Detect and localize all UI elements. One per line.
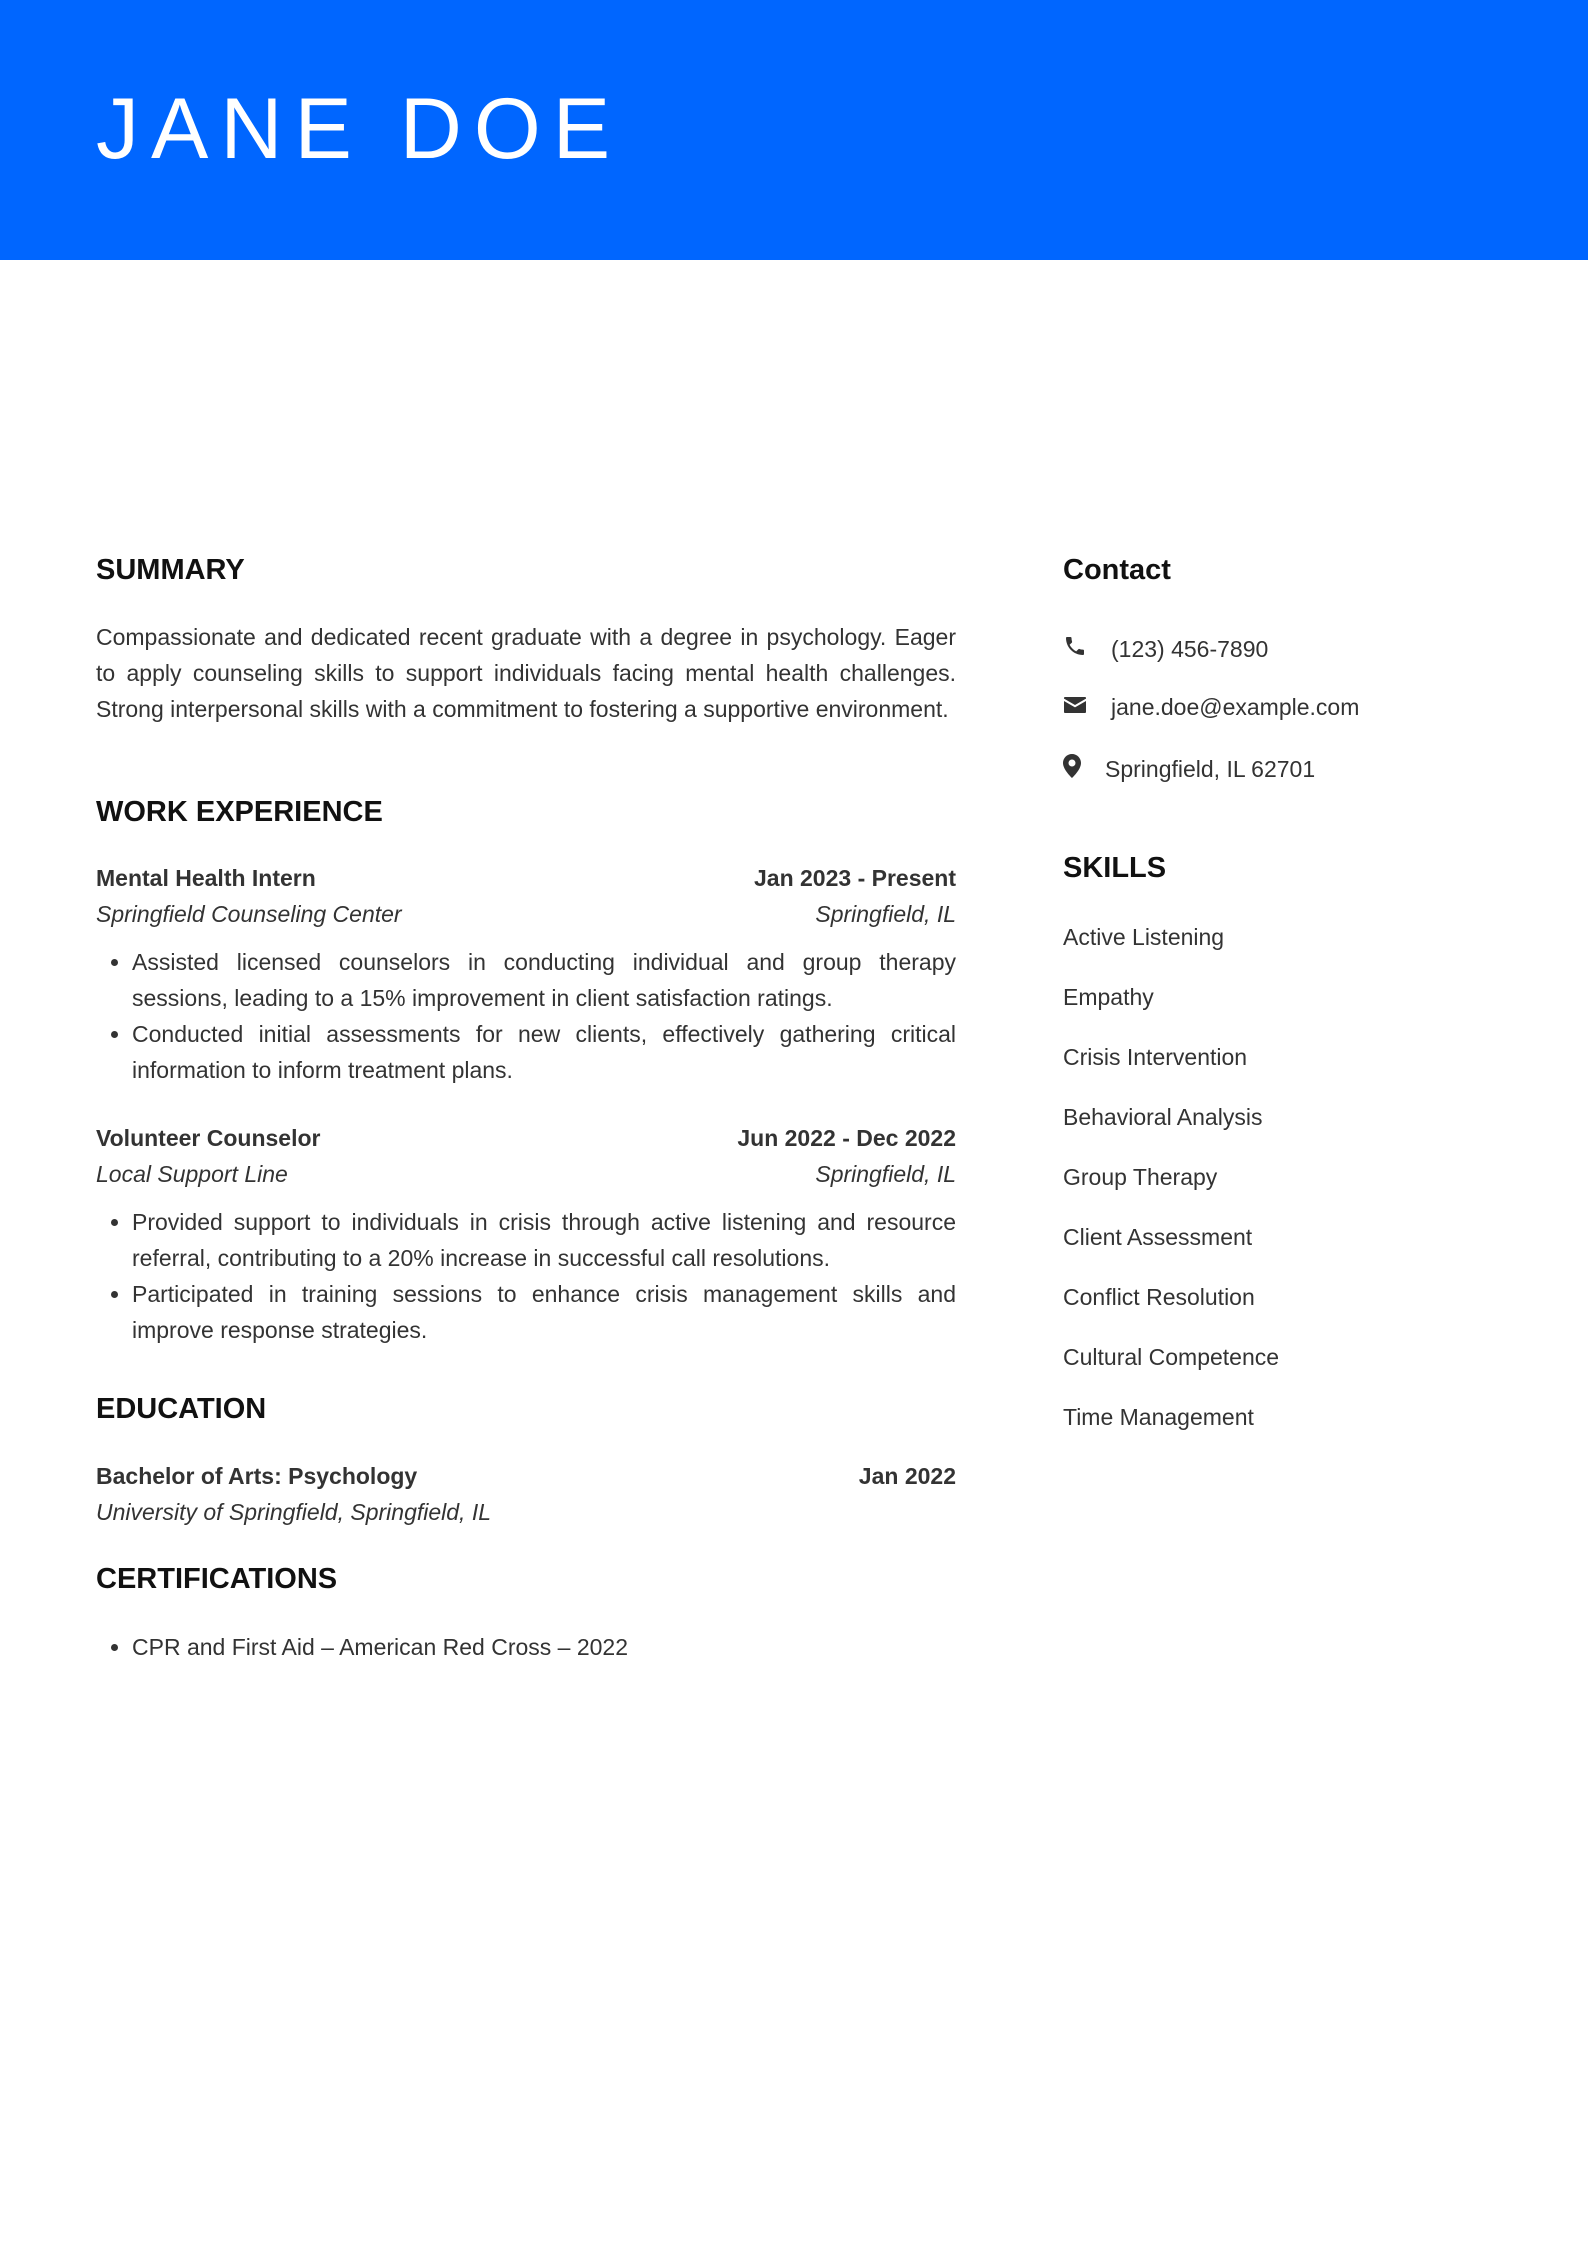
- skill-item: Client Assessment: [1063, 1224, 1253, 1250]
- contact-address: [1063, 754, 1315, 784]
- job-location: Springfield, IL: [815, 1161, 956, 1187]
- skill-item: Conflict Resolution: [1063, 1284, 1255, 1310]
- job-entry: [96, 1120, 956, 1348]
- job-role: Volunteer Counselor: [96, 1125, 321, 1151]
- education-heading: EDUCATION: [96, 1393, 267, 1425]
- degree: Bachelor of Arts: Psychology: [96, 1463, 418, 1489]
- skill-item: Time Management: [1063, 1404, 1254, 1430]
- contact-phone: [1063, 634, 1268, 664]
- school: University of Springfield, Springfield, IL: [96, 1499, 492, 1525]
- skill-item: Group Therapy: [1063, 1164, 1218, 1190]
- education-entry: [96, 1458, 956, 1530]
- skill-item: Active Listening: [1063, 924, 1225, 950]
- map-pin-icon: [1063, 754, 1105, 784]
- summary-heading: SUMMARY: [96, 554, 245, 586]
- certifications-heading: CERTIFICATIONS: [96, 1563, 338, 1595]
- job-bullets: [96, 944, 956, 1088]
- job-dates: Jun 2022 - Dec 2022: [737, 1125, 956, 1151]
- job-bullet: • Provided support to individuals in crisis through active listening and resource referral, contributing to a 20% increase in successful call resolutions.: [132, 1204, 956, 1276]
- job-location: Springfield, IL: [815, 901, 956, 927]
- job-dates: Jan 2023 - Present: [753, 865, 956, 891]
- work-experience-heading: WORK EXPERIENCE: [96, 796, 383, 828]
- graduation-date: Jan 2022: [858, 1463, 956, 1489]
- skills-heading: SKILLS: [1063, 852, 1167, 884]
- skill-item: Empathy: [1063, 984, 1154, 1010]
- job-role: Mental Health Intern: [96, 865, 316, 891]
- skill-item: Cultural Competence: [1063, 1344, 1280, 1370]
- contact-heading: Contact: [1063, 554, 1171, 586]
- summary-text: Compassionate and dedicated recent graduate with a degree in psychology. Eager to apply counseling skills to support individuals facing mental health challenges. Strong interpersonal skills with a commitment to fostering a supportive environment.: [96, 624, 956, 722]
- job-entry: [96, 860, 956, 1088]
- header-banner: [0, 0, 1588, 260]
- address: Springfield, IL 62701: [1105, 755, 1316, 782]
- contact-email: [1063, 694, 1359, 721]
- candidate-name: JANE DOE: [96, 81, 623, 177]
- skill-item: Crisis Intervention: [1063, 1044, 1248, 1070]
- phone-icon: [1063, 634, 1111, 664]
- job-bullet: • Conducted initial assessments for new clients, effectively gathering critical information to inform treatment plans.: [132, 1016, 956, 1088]
- job-organization: Local Support Line: [96, 1161, 288, 1187]
- skill-item: Behavioral Analysis: [1063, 1104, 1263, 1130]
- certifications-list: [96, 1629, 956, 1665]
- email-link[interactable]: jane.doe@example.com: [1111, 694, 1360, 720]
- phone-number: (123) 456-7890: [1111, 635, 1269, 662]
- job-bullet: • Assisted licensed counselors in conducting individual and group therapy sessions, leading to a 15% improvement in client satisfaction ratings.: [132, 944, 956, 1016]
- job-bullets: [96, 1204, 956, 1348]
- job-organization: Springfield Counseling Center: [96, 901, 402, 927]
- certification-item: • CPR and First Aid – American Red Cross – 2022: [132, 1629, 956, 1665]
- job-bullet: • Participated in training sessions to enhance crisis management skills and improve response strategies.: [132, 1276, 956, 1348]
- envelope-icon: [1063, 694, 1111, 721]
